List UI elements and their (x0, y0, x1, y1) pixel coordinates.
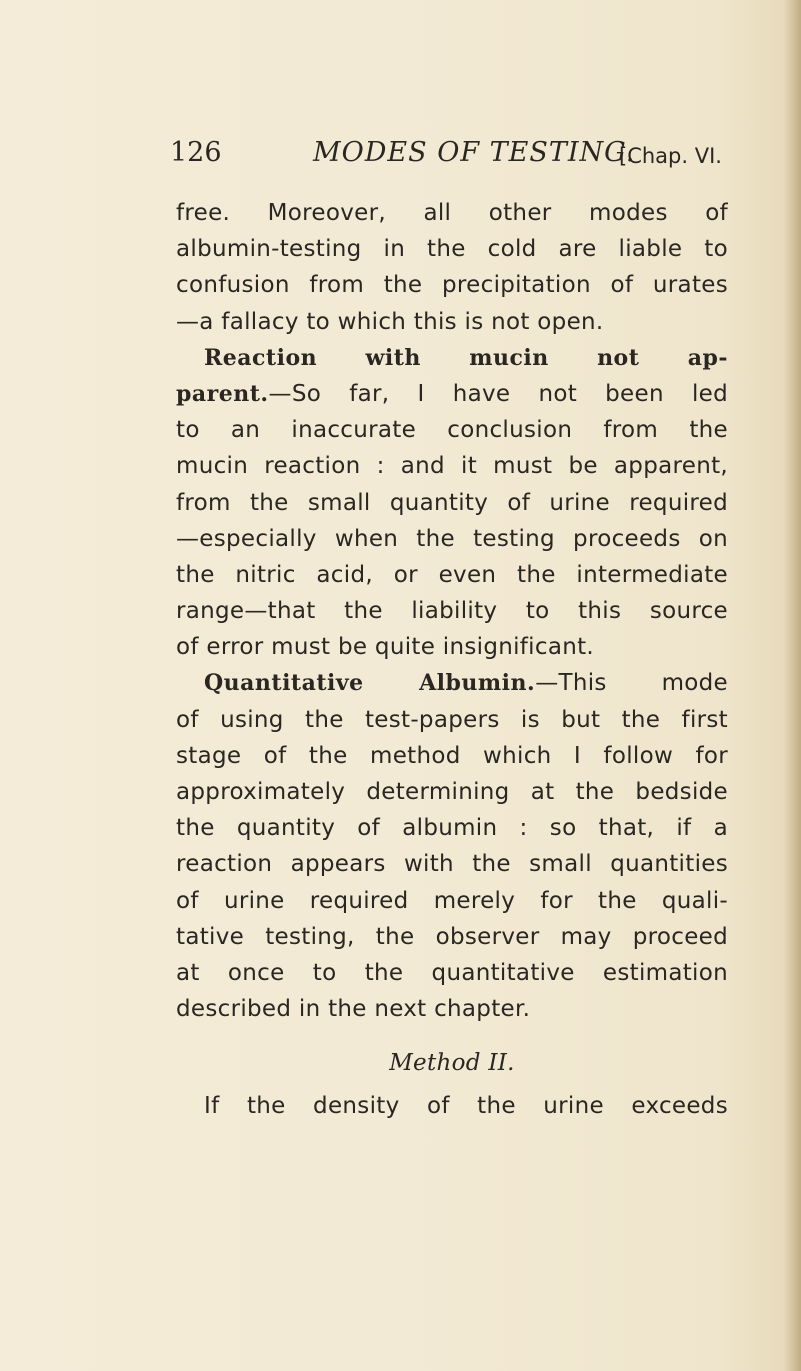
section-heading-quantitative: Quantitative Albumin. (204, 670, 536, 697)
text-line: described in the next chapter. (176, 996, 531, 1023)
body-text (176, 195, 728, 1124)
text-line: of error must be quite insignificant. (176, 634, 595, 661)
text-line: confusion from the precipitation of urates (176, 272, 728, 299)
text-line: If the density of the urine exceeds (204, 1092, 728, 1119)
text-line: mucin reaction : and it must be apparent, (176, 453, 728, 480)
text-line: stage of the method which I follow for (176, 742, 728, 769)
text-run: —So far, I have not been led (268, 380, 728, 407)
text-line (176, 665, 728, 701)
text-line: free. Moreover, all other modes of (176, 200, 728, 226)
text-line: of using the test-papers is but the first (176, 706, 728, 733)
text-run: —This mode (535, 670, 728, 697)
section-heading-mucin-cont: parent. (176, 380, 269, 407)
text-line: —a fallacy to which this is not open. (176, 308, 604, 335)
section-heading-mucin: Reaction with mucin not ap- (204, 344, 728, 371)
text-line: approximately determining at the bedside (176, 779, 728, 805)
spacer (176, 1027, 728, 1045)
text-line (176, 376, 728, 412)
text-line: at once to the quantitative estimation (176, 959, 728, 986)
text-line: the nitric acid, or even the intermediate (176, 561, 728, 588)
text-line: to an inaccurate conclusion from the (176, 417, 728, 444)
text-line: albumin-testing in the cold are liable to (176, 236, 728, 263)
text-line: range—that the liability to this source (176, 598, 728, 625)
text-line: of urine required merely for the quali- (176, 887, 728, 914)
running-title: MODES OF TESTING. (313, 137, 636, 168)
page-edge-shadow (783, 0, 801, 1371)
chapter-marker: [Chap. VI. (619, 144, 722, 168)
page-header (170, 133, 750, 173)
text-line: tative testing, the observer may proceed (176, 923, 728, 950)
text-line: the quantity of albumin : so that, if a (176, 815, 728, 842)
text-line: from the small quantity of urine required (176, 489, 728, 516)
text-line: reaction appears with the small quantities (176, 851, 728, 878)
text-line: —especially when the testing proceeds on (176, 525, 728, 552)
page-number: 126 (170, 137, 222, 168)
text-line (176, 340, 728, 376)
section-title: Method II. (389, 1050, 515, 1077)
